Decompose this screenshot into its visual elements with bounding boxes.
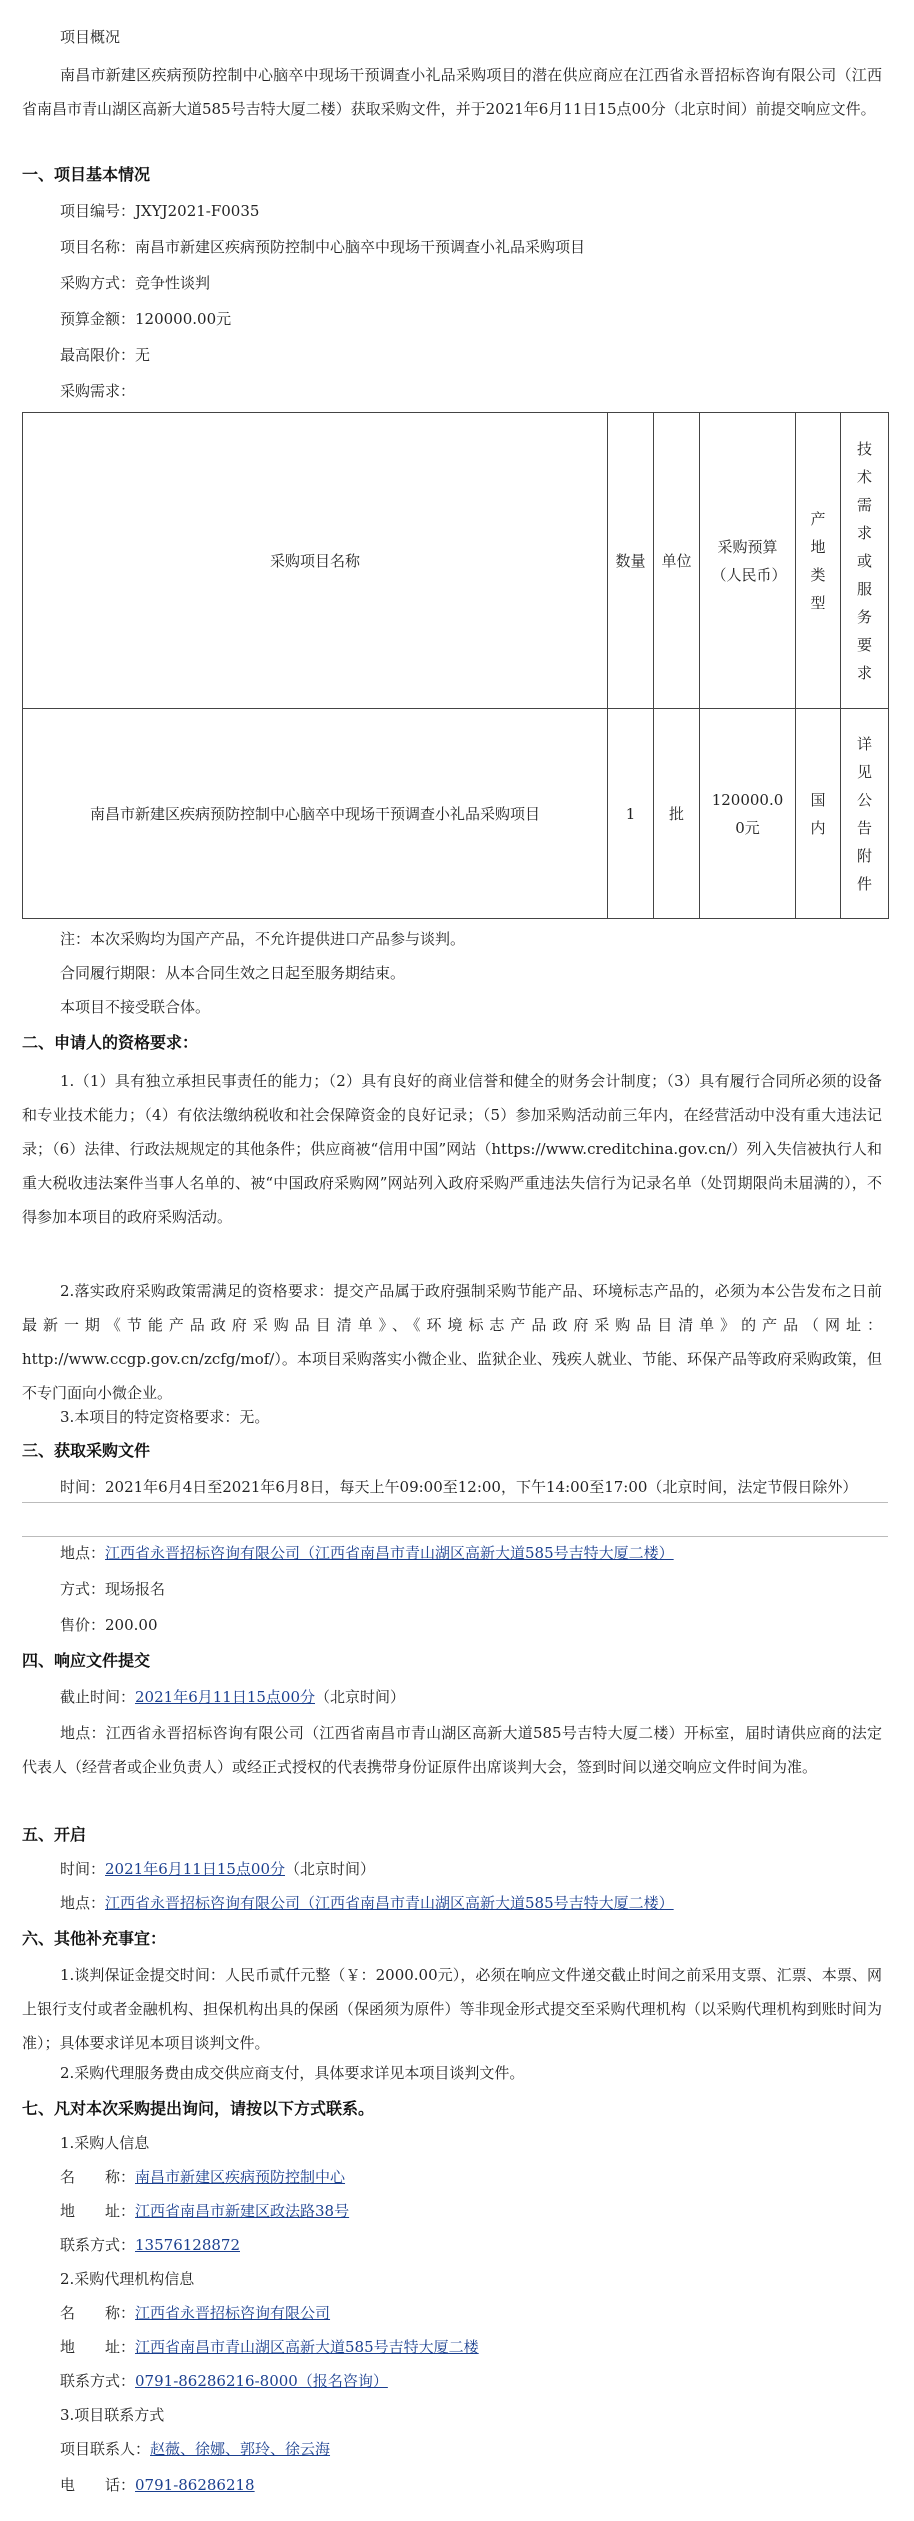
header-quantity: 数量: [608, 413, 654, 709]
document-time: 时间：2021年6月4日至2021年6月8日，每天上午09:00至12:00，下午14:00至17:00（北京时间，法定节假日除外）: [60, 1478, 858, 1496]
section-2-title: 二、申请人的资格要求：: [22, 1033, 199, 1052]
buyer-contact: 联系方式：13576128872: [60, 2236, 240, 2254]
buyer-phone-link[interactable]: 13576128872: [135, 2236, 240, 2254]
cell-item-name: 南昌市新建区疾病预防控制中心脑卒中现场干预调查小礼品采购项目: [23, 709, 608, 919]
document-place-link[interactable]: 江西省永晋招标咨询有限公司（江西省南昌市青山湖区高新大道585号吉特大厦二楼）: [105, 1544, 674, 1562]
agent-name: 名 称：江西省永晋招标咨询有限公司: [60, 2304, 331, 2322]
submission-deadline: 截止时间：2021年6月11日15点00分（北京时间）: [60, 1688, 406, 1706]
requirements-label: 采购需求：: [60, 382, 136, 400]
buyer-heading: 1.采购人信息: [60, 2134, 150, 2152]
document-method: 方式：现场报名: [60, 1580, 166, 1598]
agent-heading: 2.采购代理机构信息: [60, 2270, 195, 2288]
requirements-table: [22, 412, 889, 919]
buyer-name: 名 称：南昌市新建区疾病预防控制中心: [60, 2168, 346, 2186]
cell-quantity: 1: [608, 709, 654, 919]
project-phone: 电 话：0791-86286218: [60, 2476, 255, 2494]
agency-fee-info: 2.采购代理服务费由成交供应商支付，具体要求详见本项目谈判文件。: [60, 2064, 525, 2082]
overview-paragraph: 南昌市新建区疾病预防控制中心脑卒中现场干预调查小礼品采购项目的潜在供应商应在江西省永晋招标咨询有限公司（江西省南昌市青山湖区高新大道585号吉特大厦二楼）获取采购文件，并于2021年6月11日15点00分（北京时间）前提交响应文件。: [22, 66, 882, 118]
project-phone-link[interactable]: 0791-86286218: [135, 2476, 255, 2494]
budget-amount: 预算金额：120000.00元: [60, 310, 232, 328]
note-no-consortium: 本项目不接受联合体。: [60, 998, 211, 1016]
procurement-method: 采购方式：竞争性谈判: [60, 274, 211, 292]
section-7-title: 七、凡对本次采购提出询问，请按以下方式联系。: [22, 2099, 375, 2118]
note-domestic: 注：本次采购均为国产产品，不允许提供进口产品参与谈判。: [60, 930, 466, 948]
cell-origin-type: 国内: [796, 709, 841, 919]
agent-name-link[interactable]: 江西省永晋招标咨询有限公司: [135, 2304, 331, 2322]
header-item-name: 采购项目名称: [23, 413, 608, 709]
divider: [22, 1536, 888, 1537]
opening-place-link[interactable]: 江西省永晋招标咨询有限公司（江西省南昌市青山湖区高新大道585号吉特大厦二楼）: [105, 1894, 674, 1912]
section-5-title: 五、开启: [22, 1825, 87, 1844]
qualification-specific: 3.本项目的特定资格要求：无。: [60, 1408, 270, 1426]
agent-contact: 联系方式：0791-86286216-8000（报名咨询）: [60, 2372, 388, 2390]
deposit-info: 1.谈判保证金提交时间：人民币贰仟元整（￥：2000.00元），必须在响应文件递交截止时间之前采用支票、汇票、本票、网上银行支付或者金融机构、担保机构出具的保函（保函须为原件）等非现金形式提交至采购代理机构（以采购代理机构到账时间为准）；具体要求详见本项目谈判文件。: [22, 1966, 882, 2052]
opening-time: 时间：2021年6月11日15点00分（北京时间）: [60, 1860, 376, 1878]
opening-place: 地点：江西省永晋招标咨询有限公司（江西省南昌市青山湖区高新大道585号吉特大厦二楼）: [60, 1894, 674, 1912]
cell-budget: 120000.00元: [700, 709, 796, 919]
project-people-link[interactable]: 赵薇、徐娜、郭玲、徐云海: [150, 2440, 331, 2458]
header-origin-type: 产地类型: [796, 413, 841, 709]
header-tech-requirements: 技术需求或服务要求: [841, 413, 889, 709]
opening-time-link[interactable]: 2021年6月11日15点00分: [105, 1860, 285, 1878]
deadline-link[interactable]: 2021年6月11日15点00分: [135, 1688, 315, 1706]
section-4-title: 四、响应文件提交: [22, 1651, 151, 1670]
header-unit: 单位: [654, 413, 700, 709]
buyer-address: 地 址：江西省南昌市新建区政法路38号: [60, 2202, 350, 2220]
document-place-line: 地点：江西省永晋招标咨询有限公司（江西省南昌市青山湖区高新大道585号吉特大厦二楼）: [60, 1544, 674, 1562]
qualification-policy: 2.落实政府采购政策需满足的资格要求：提交产品属于政府强制采购节能产品、环境标志产品的，必须为本公告发布之日前最新一期《节能产品政府采购品目清单》、《环境标志产品政府采购品目清单》的产品（网址：http://www.ccgp.gov.cn/zcfg/mof/）。本项目采购落实小微企业、监狱企业、残疾人就业、节能、环保产品等政府采购政策，但不专门面向小微企业。: [22, 1282, 882, 1402]
cell-unit: 批: [654, 709, 700, 919]
header-budget: 采购预算（人民币）: [700, 413, 796, 709]
table-header-row: [23, 413, 889, 709]
table-row: [23, 709, 889, 919]
submission-place: 地点：江西省永晋招标咨询有限公司（江西省南昌市青山湖区高新大道585号吉特大厦二楼）开标室，届时请供应商的法定代表人（经营者或企业负责人）或经正式授权的代表携带身份证原件出席谈判大会，签到时间以递交响应文件时间为准。: [22, 1724, 882, 1776]
cell-tech-requirements: 详见公告附件: [841, 709, 889, 919]
qualification-general: 1.（1）具有独立承担民事责任的能力；（2）具有良好的商业信誉和健全的财务会计制度；（3）具有履行合同所必须的设备和专业技术能力；（4）有依法缴纳税收和社会保障资金的良好记录；（5）参加采购活动前三年内，在经营活动中没有重大违法记录；（6）法律、行政法规规定的其他条件；供应商被“信用中国”网站（https://www.creditchina.gov.cn/）列入失信被执行人和重大税收违法案件当事人名单的、被“中国政府采购网”网站列入政府采购严重违法失信行为记录名单（处罚期限尚未届满的），不得参加本项目的政府采购活动。: [22, 1072, 882, 1226]
agent-address: 地 址：江西省南昌市青山湖区高新大道585号吉特大厦二楼: [60, 2338, 479, 2356]
section-6-title: 六、其他补充事宜：: [22, 1929, 167, 1948]
section-3-title: 三、获取采购文件: [22, 1441, 151, 1460]
buyer-name-link[interactable]: 南昌市新建区疾病预防控制中心: [135, 2168, 346, 2186]
section-1-title: 一、项目基本情况: [22, 165, 151, 184]
project-number: 项目编号：JXYJ2021-F0035: [60, 202, 260, 220]
divider: [22, 1502, 888, 1503]
agent-address-link[interactable]: 江西省南昌市青山湖区高新大道585号吉特大厦二楼: [135, 2338, 479, 2356]
note-contract-term: 合同履行期限：从本合同生效之日起至服务期结束。: [60, 964, 406, 982]
project-contact-people: 项目联系人：赵薇、徐娜、郭玲、徐云海: [60, 2440, 331, 2458]
project-contact-heading: 3.项目联系方式: [60, 2406, 165, 2424]
max-price: 最高限价：无: [60, 346, 151, 364]
project-name: 项目名称：南昌市新建区疾病预防控制中心脑卒中现场干预调查小礼品采购项目: [60, 238, 586, 256]
buyer-address-link[interactable]: 江西省南昌市新建区政法路38号: [135, 2202, 350, 2220]
document-price: 售价：200.00: [60, 1616, 158, 1634]
overview-heading: 项目概况: [60, 28, 121, 46]
agent-phone-link[interactable]: 0791-86286216-8000（报名咨询）: [135, 2372, 388, 2390]
